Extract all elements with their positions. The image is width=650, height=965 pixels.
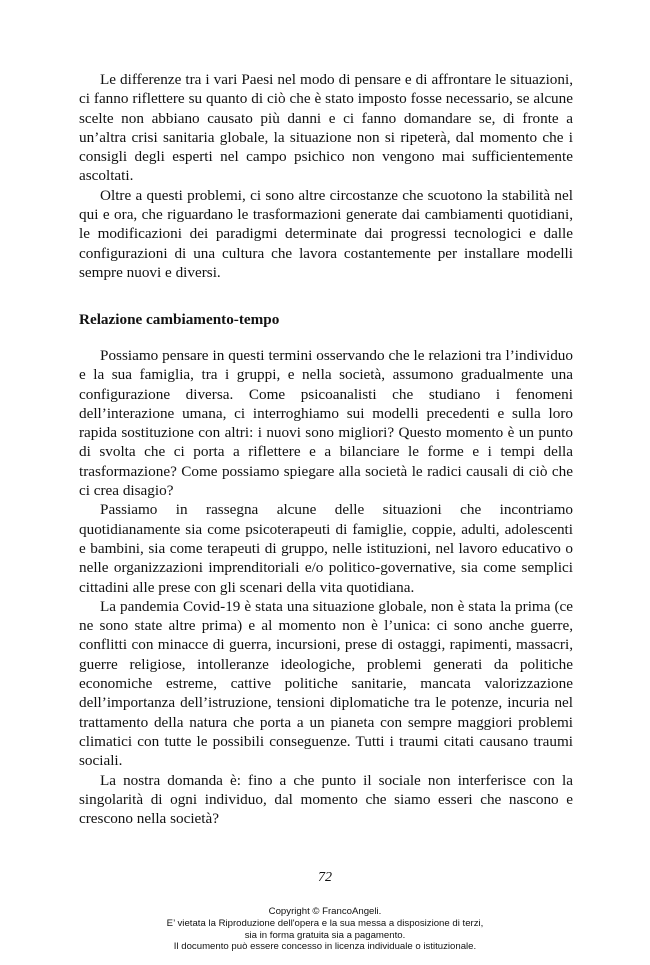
section-heading: Relazione cambiamento-tempo [79,311,280,328]
paragraph: Passiamo in rassegna alcune delle situazioni che incontriamo quotidianamente sia come psicoterapeuti di famiglie, coppie, adulti, adolescenti e bambini, sia come terapeuti di gruppo, nelle istituzioni, nel lavoro educativo o nelle organizzazioni imprenditoriali e/o politico-governative, sia come semplici cittadini alle prese con gli scenari della vita quotidiana. [79,501,573,596]
copyright-line: Copyright © FrancoAngeli. [268,906,382,917]
copyright-line: Il documento può essere concesso in licenza individuale o istituzionale. [173,941,477,953]
intro-text [79,70,573,282]
paragraph: Possiamo pensare in questi termini osservando che le relazioni tra l’individuo e la sua famiglia, tra i gruppi, e nella società, assumono gradualmente una configurazione diversa. Come psicoanalisti che studiano i fenomeni dell’interazione umana, ci interroghiamo sui modelli precedenti e sulla loro rapida sostituzione con altri: i nuovi sono migliori? Questo momento è un punto di svolta che ci porta a riflettere e a bilanciare le forme e i tempi della trasformazione? Come possiamo spiegare alla società le radici causali di ciò che ci crea disagio? [79,347,573,500]
section-text [79,346,573,828]
paragraph: Oltre a questi problemi, ci sono altre circostanze che scuotono la stabilità nel qui e ora, che riguardano le trasformazioni generate dai cambiamenti quotidiani, le modificazioni dei paradigmi determinate dai progressi tecnologici e dalle configurazioni di una cultura che lavora costantemente per installare modelli sempre nuovi e diversi. [79,186,573,281]
paragraph: La pandemia Covid-19 è stata una situazione globale, non è stata la prima (ce ne sono state altre prima) e al momento non è l’unica: ci sono anche guerre, conflitti con minacce di guerra, incursioni, prese di ostaggi, rapimenti, massacri, guerre religiose, intolleranze ideologiche, problemi generati da politiche economiche estreme, cattive politiche sanitarie, mancata valorizzazione dell’importanza dell’istruzione, tensioni diplomatiche tra le potenze, incuria nel trattamento della natura che porta a un pianeta con sempre maggiori problemi climatici con tutte le possibili conseguenze. Tutti i traumi citati causano traumi sociali. [79,597,573,770]
paragraph: La nostra domanda è: fino a che punto il sociale non interferisce con la singolarità di ogni individuo, dal momento che siamo esseri che nascono e crescono nella società? [79,771,573,828]
copyright-line: E’ vietata la Riproduzione dell'opera e la sua messa a disposizione di terzi, [166,917,484,929]
page-number: 72 [318,870,332,885]
copyright-line: sia in forma gratuita sia a pagamento. [244,929,406,941]
paragraph: Le differenze tra i vari Paesi nel modo di pensare e di affrontare le situazioni, ci fanno riflettere su quanto di ciò che è stato imposto fosse necessario, se alcune scelte non abbiano causato più danni e ci fanno domandare se, di fronte a un’altra crisi sanitaria globale, la situazione non si ripeterà, dal momento che i consigli degli esperti nel campo psichico non vengono mai sufficientemente ascoltati. [79,71,573,185]
copyright-notice [0,906,650,953]
